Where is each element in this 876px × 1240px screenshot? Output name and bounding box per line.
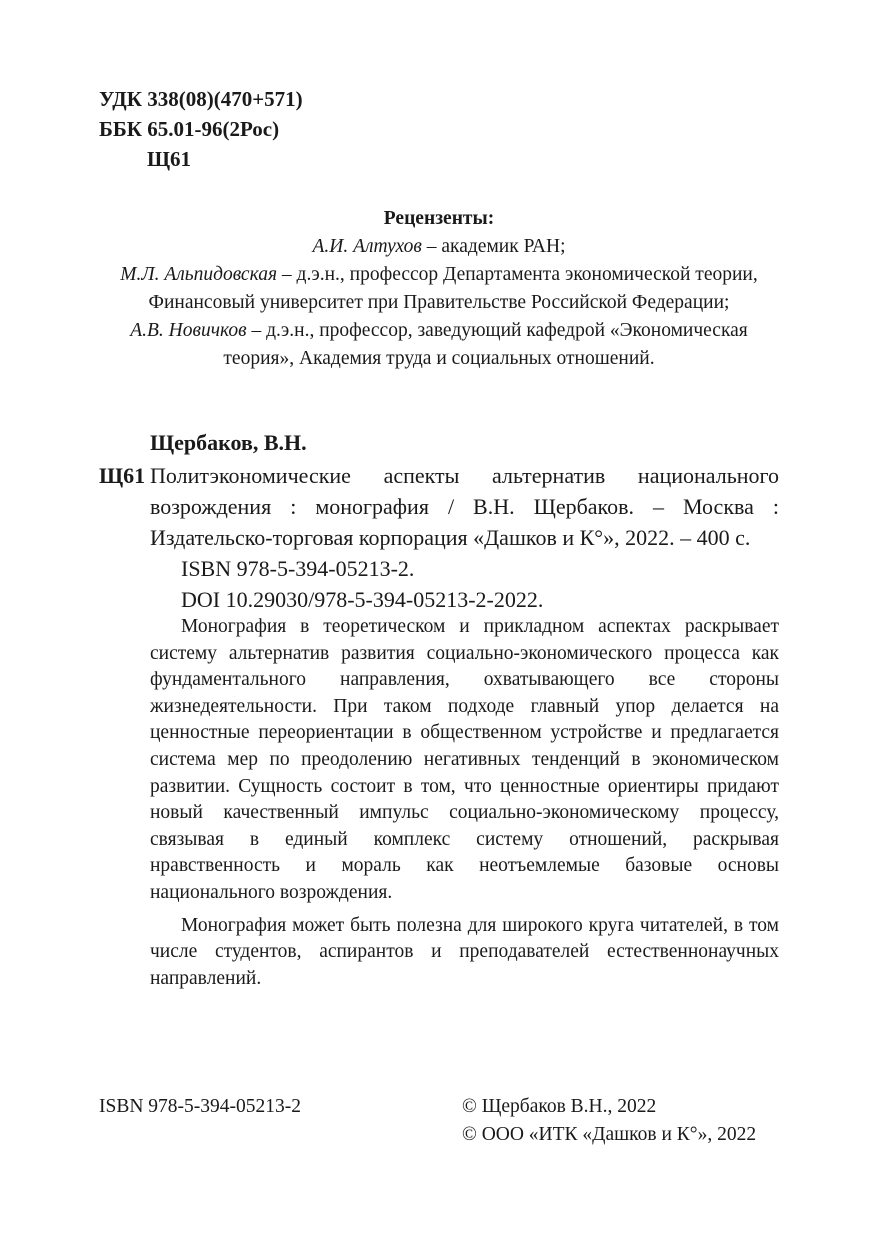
reviewer-entry [99, 261, 779, 317]
reviewer-name: А.В. Новичков [130, 320, 247, 341]
reviewer-name: М.Л. Альпидовская [120, 264, 278, 285]
abstract [150, 614, 779, 992]
copyright-author: © Щербаков В.Н., 2022 [462, 1096, 657, 1117]
reviewer-entry [99, 233, 779, 261]
footer-copyrights [462, 1093, 756, 1149]
bibliographic-record [99, 460, 779, 615]
reviewer-credentials: – академик РАН; [421, 236, 566, 257]
abstract-paragraph: Монография может быть полезна для широкого круга читателей, в том числе студентов, аспирантов и преподавателей естественнонаучных направлений. [150, 914, 779, 989]
reviewer-name: А.И. Алтухов [312, 236, 422, 257]
bibliographic-description-row [99, 460, 779, 553]
bbk-code: ББК 65.01-96(2Рос) [99, 117, 280, 141]
reviewers-title: Рецензенты: [383, 208, 495, 229]
copyright-publisher: © ООО «ИТК «Дашков и К°», 2022 [462, 1124, 757, 1145]
reviewer-credentials: – д.э.н., профессор, заведующий кафедрой «Экономическая теория», Академия труда и социальных отношений. [223, 320, 748, 369]
classification-codes [99, 84, 303, 174]
reviewer-credentials: – д.э.н., профессор Департамента экономической теории, Финансовый университет при Правительстве Российской Федерации; [148, 264, 758, 313]
doi-line: DOI 10.29030/978-5-394-05213-2-2022. [181, 587, 544, 612]
author-sign-code: Щ61 [147, 147, 192, 171]
reviewer-entry [99, 317, 779, 373]
author-sign: Щ61 [99, 463, 146, 488]
author-heading: Щербаков, В.Н. [150, 430, 307, 455]
isbn-line: ISBN 978-5-394-05213-2. [181, 556, 415, 581]
udk-code: УДК 338(08)(470+571) [99, 87, 303, 111]
bibliographic-description: Политэкономические аспекты альтернатив национального возрождения : монография / В.Н. Щербаков. – Москва : Издательско-торговая корпорация «Дашков и К°», 2022. – 400 с. [150, 463, 779, 550]
abstract-paragraph: Монография в теоретическом и прикладном аспектах раскрывает систему альтернатив развития социально-экономического процесса как фундаментального направления, охватывающего все стороны жизнедеятельности. При таком подходе главный упор делается на ценностные переориентации в общественном устройстве и предлагается система мер по преодолению негативных тенденций в экономическом развитии. Сущность состоит в том, что ценностные ориентиры придают новый качественный импульс социально-экономическому процессу, связывая в единый комплекс систему отношений, раскрывая нравственность и мораль как неотъемлемые базовые основы национального возрождения. [150, 616, 779, 903]
reviewers-block [99, 205, 779, 373]
footer-isbn: ISBN 978-5-394-05213-2 [99, 1096, 302, 1117]
